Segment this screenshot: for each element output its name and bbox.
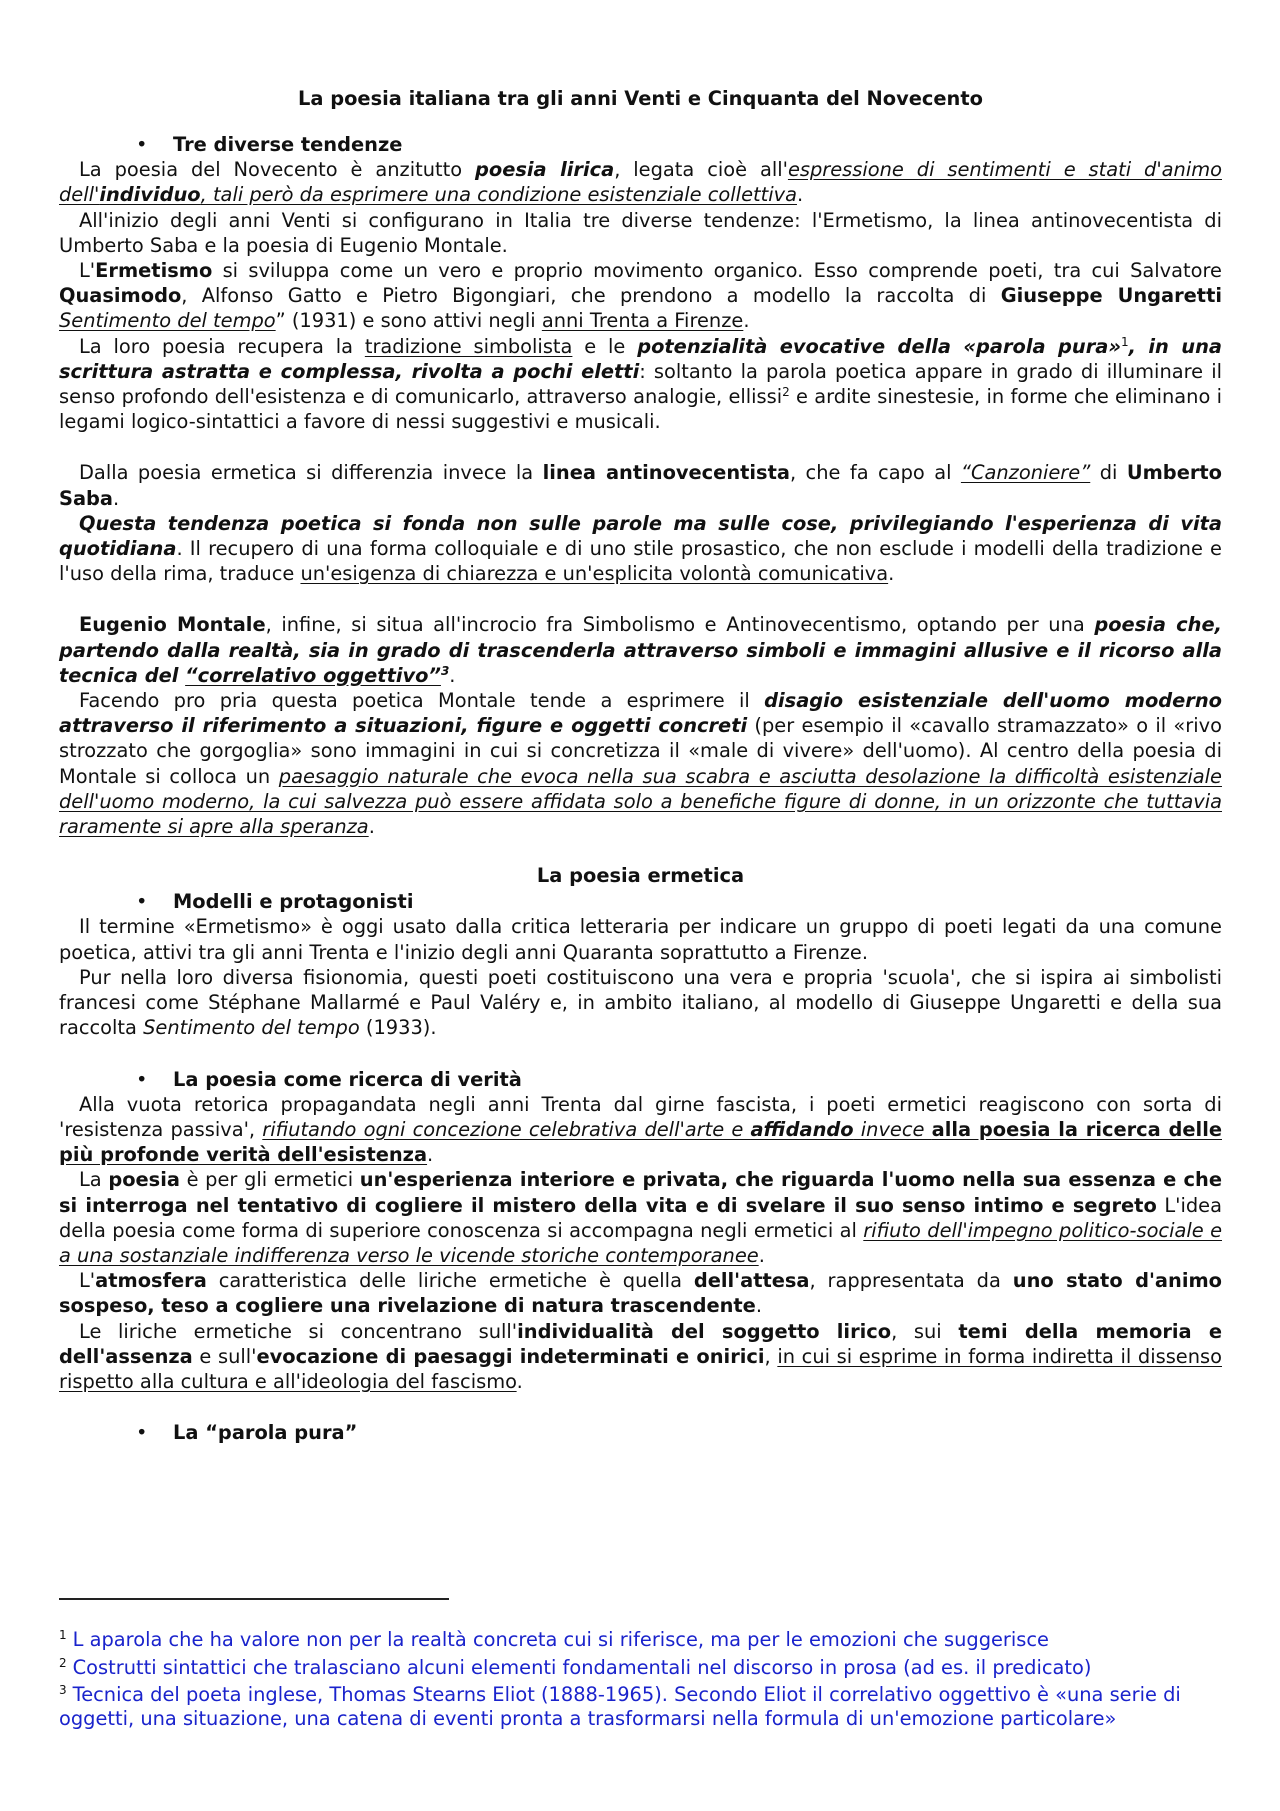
paragraph-8: Facendo pro pria questa poetica Montale tende a esprimere il disagio esistenziale dell'uomo moderno attraverso il riferimento a situazioni, figure e oggetti concreti (per esempio il «cavallo stramazzato» o il «rivo strozzato che gorgoglia» sono immagini in cui si concretizza il «male di vivere» dell'uomo). Al centro della poesia di Montale si colloca un paesaggio naturale che evoca nella sua scabra e asciutta desolazione la difficoltà esistenziale dell'uomo moderno, la cui salvezza può essere affidata solo a benefiche figure di donne, in un orizzonte che tuttavia raramente si apre alla speranza. (59, 689, 1222, 839)
footnote-separator (59, 1598, 449, 1600)
footnote-ref-2: 2 (782, 385, 790, 400)
paragraph-6: Questa tendenza poetica si fonda non sulle parole ma sulle cose, privilegiando l'esperienza di vita quotidiana. Il recupero di una forma colloquiale e di uno stile prosastico, che non esclude i modelli della tradizione e l'uso della rima, traduce un'esigenza di chiarezza e un'esplicita volontà comunicativa. (59, 511, 1222, 586)
bullet-icon: • (136, 1067, 148, 1091)
spacer (59, 586, 1222, 612)
spacer (59, 1394, 1222, 1420)
heading-parola-pura: • La “parola pura” (136, 1421, 358, 1445)
footnote-2: $^2$ Costrutti sintattici che tralasciano alcuni elementi fondamentali nel discorso in prosa (ad es. il predicato) (59, 1655, 1092, 1679)
footnote-ref-1: 1 (1120, 334, 1129, 349)
paragraph-11: Alla vuota retorica propagandata negli anni Trenta dal girne fascista, i poeti ermetici reagiscono con sorta di 'resistenza passiva', rifiutando ogni concezione celebrativa dell'arte e affidando invece alla poesia la ricerca delle più profonde verità dell'esistenza. (59, 1092, 1222, 1167)
spacer (59, 1041, 1222, 1067)
paragraph-13: L'atmosfera caratteristica delle liriche ermetiche è quella dell'attesa, rappresentata da uno stato d'animo sospeso, teso a cogliere una rivelazione di natura trascendente. (59, 1269, 1222, 1318)
spacer (59, 434, 1222, 460)
bullet-icon: • (136, 1421, 148, 1445)
document-page (59, 86, 1222, 1445)
paragraph-12: La poesia è per gli ermetici un'esperienza interiore e privata, che riguarda l'uomo nella sua essenza e che si interroga nel tentativo di cogliere il mistero della vita e di svelare il suo senso intimo e segreto L'idea della poesia come forma di superiore conoscenza si accompagna negli ermetici al rifiuto dell'impegno politico-sociale e a una sostanziale indifferenza verso le vicende storiche contemporanee. (59, 1168, 1222, 1267)
document-title: La poesia italiana tra gli anni Venti e Cinquanta del Novecento (298, 87, 983, 110)
spacer (59, 839, 1222, 863)
paragraph-7: Eugenio Montale, infine, si situa all'incrocio fra Simbolismo e Antinovecentismo, optando per una poesia che, partendo dalla realtà, sia in grado di trascenderla attraverso simboli e immagini allusive e il ricorso alla tecnica del “correlativo oggettivo”$^3$. (59, 613, 1222, 687)
footnotes (59, 1624, 1222, 1730)
bullet-icon: • (136, 890, 148, 914)
paragraph-9: Il termine «Ermetismo» è oggi usato dalla critica letteraria per indicare un gruppo di poeti legati da una comune poetica, attivi tra gli anni Trenta e l'inizio degli anni Quaranta soprattutto a Firenze. (59, 915, 1222, 964)
paragraph-10: Pur nella loro diversa fisionomia, questi poeti costituiscono una vera e propria 'scuola', che si ispira ai simbolisti francesi come Stéphane Mallarmé e Paul Valéry e, in ambito italiano, al modello di Giuseppe Ungaretti e della sua raccolta Sentimento del tempo (1933). (59, 965, 1222, 1040)
heading-modelli: • Modelli e protagonisti (136, 890, 414, 914)
heading-poesia-ermetica: La poesia ermetica (536, 864, 745, 888)
bullet-icon: • (136, 133, 148, 156)
heading-tre-tendenze: • Tre diverse tendenze (136, 133, 403, 156)
heading-ricerca-verita: • La poesia come ricerca di verità (136, 1067, 522, 1091)
paragraph-4: La loro poesia recupera la tradizione simbolista e le potenzialità evocative della «parola pura»$^1$, in una scrittura astratta e complessa, rivolta a pochi eletti: soltanto la parola poetica appare in grado di illuminare il senso profondo dell'esistenza e di comunicarlo, attraverso analogie, ellissi$^2$ e ardite sinestesie, in forme che eliminano i legami logico-sintattici a favore di nessi suggestivi e musicali. (59, 334, 1222, 434)
footnote-ref-3: 3 (440, 663, 450, 678)
footnote-3: $^3$ Tecnica del poeta inglese, Thomas Stearns Eliot (1888-1965). Secondo Eliot il correlativo oggettivo è «una serie di oggetti, una situazione, una catena di eventi pronta a trasformarsi nella formula di un'emozione particolare» (59, 1683, 1181, 1730)
paragraph-5: Dalla poesia ermetica si differenzia invece la linea antinovecentista, che fa capo al “Canzoniere” di Umberto Saba. (59, 461, 1222, 510)
footnote-1: $^1$ L aparola che ha valore non per la realtà concreta cui si riferisce, ma per le emozioni che suggerisce (59, 1628, 1049, 1651)
paragraph-2: All'inizio degli anni Venti si configurano in Italia tre diverse tendenze: l'Ermetismo, la linea antinovecentista di Umberto Saba e la poesia di Eugenio Montale. (59, 208, 1222, 257)
paragraph-14: Le liriche ermetiche si concentrano sull'individualità del soggetto lirico, sui temi della memoria e dell'assenza e sull'evocazione di paesaggi indeterminati e onirici, in cui si esprime in forma indiretta il dissenso rispetto alla cultura e all'ideologia del fascismo. (59, 1319, 1222, 1393)
paragraph-1: La poesia del Novecento è anzitutto poesia lirica, legata cioè all'espressione di sentimenti e stati d'animo dell'individuo, tali però da esprimere una condizione esistenziale collettiva. (59, 158, 1222, 207)
paragraph-3: L'Ermetismo si sviluppa come un vero e proprio movimento organico. Esso comprende poeti, tra cui Salvatore Quasimodo, Alfonso Gatto e Pietro Bigongiari, che prendono a modello la raccolta di Giuseppe Ungaretti Sentimento del tempo” (1931) e sono attivi negli anni Trenta a Firenze. (59, 259, 1222, 333)
